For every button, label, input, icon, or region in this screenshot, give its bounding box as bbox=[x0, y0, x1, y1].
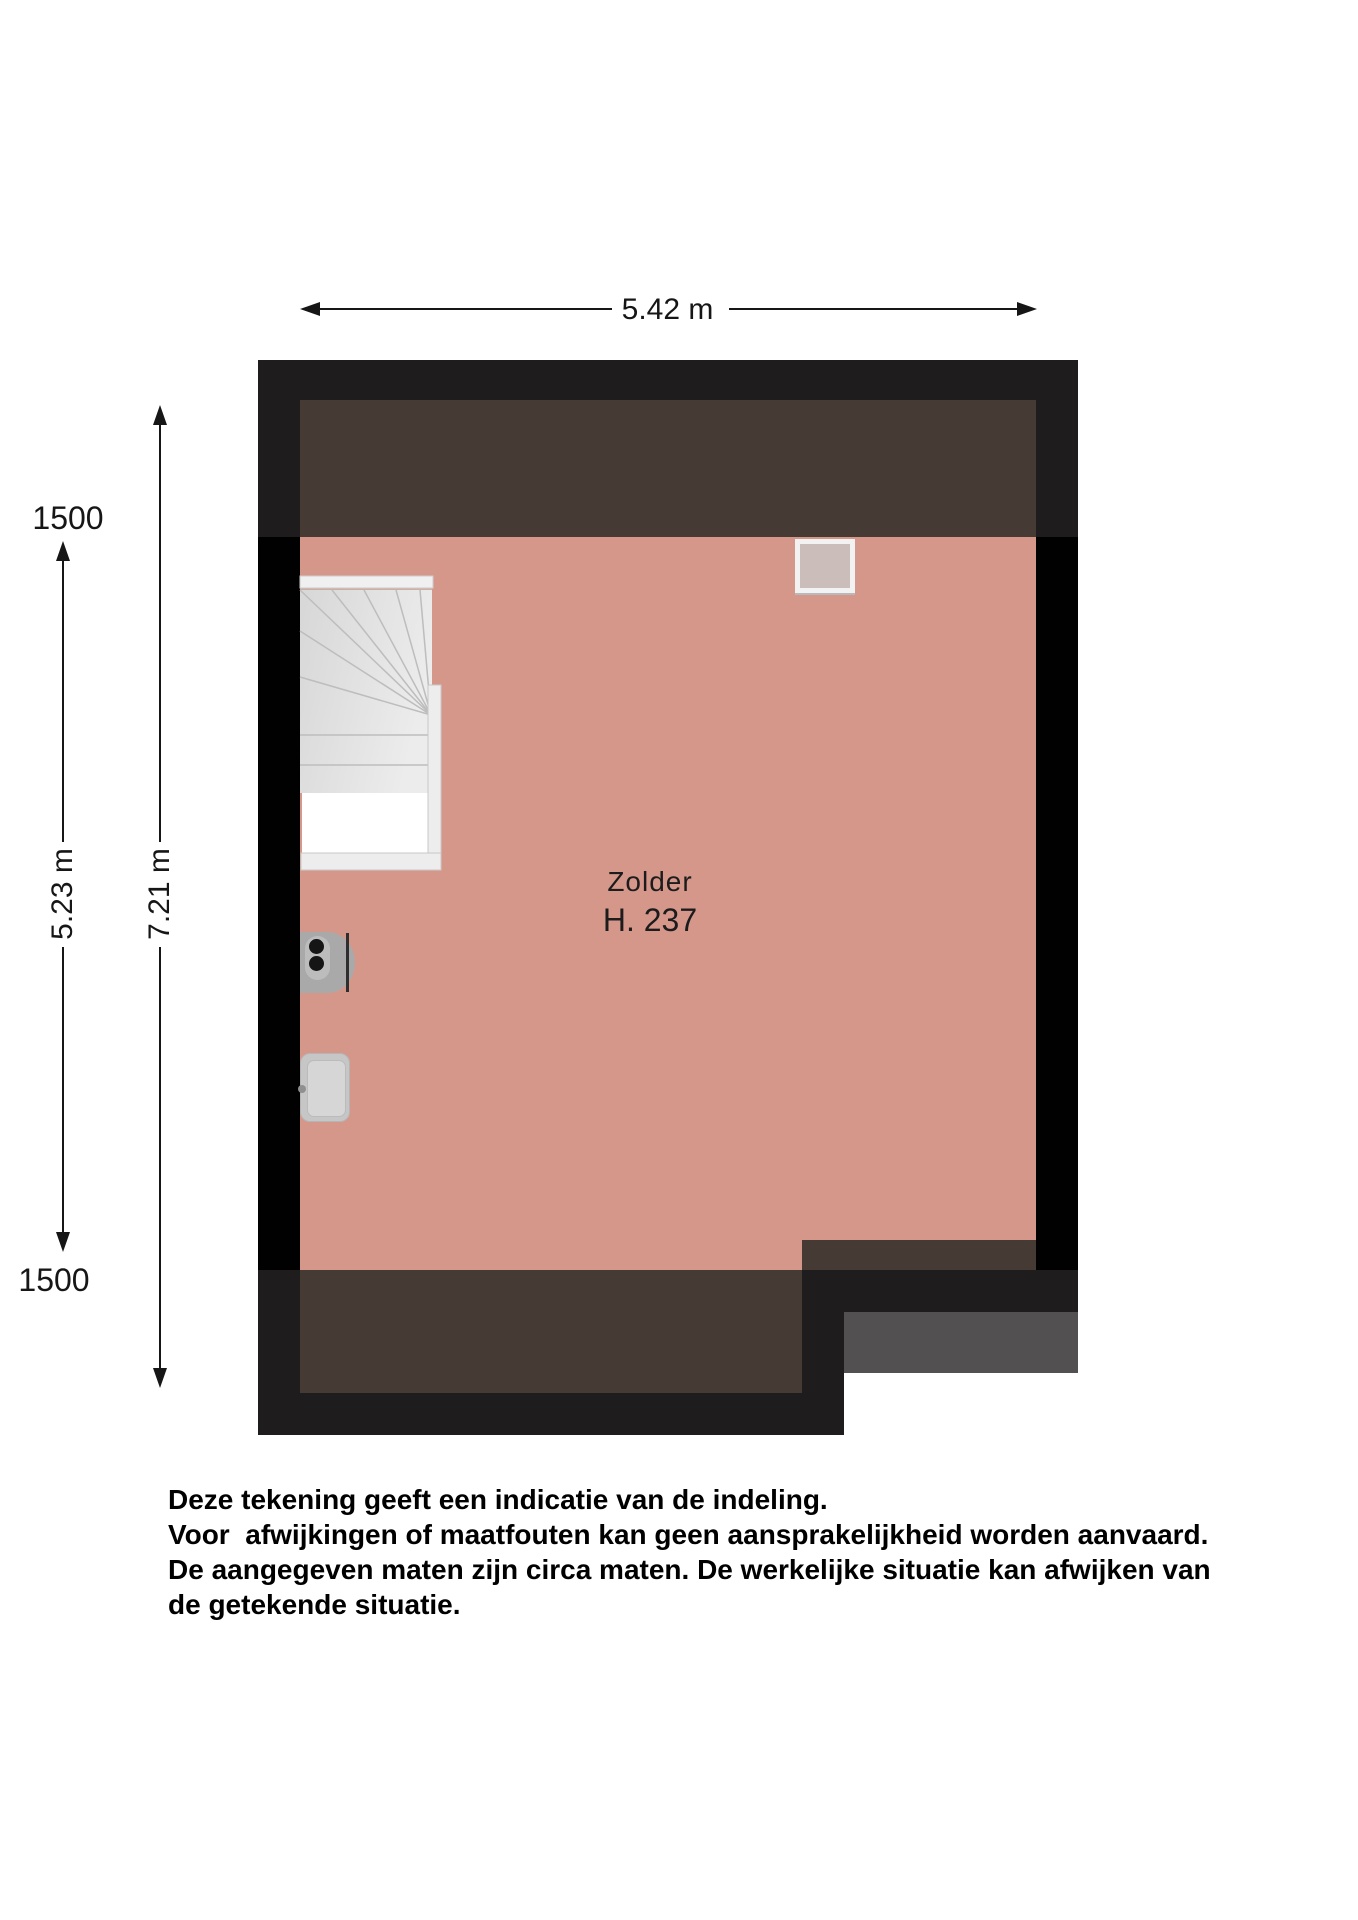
wall-step-vertical bbox=[802, 1270, 844, 1393]
low-headroom-zone-bottom bbox=[300, 1270, 802, 1393]
dimension-line bbox=[62, 559, 64, 842]
staircase-graphic bbox=[298, 573, 442, 872]
skylight-window-icon bbox=[795, 539, 855, 593]
disclaimer-text bbox=[168, 1482, 1358, 1622]
sink-faucet bbox=[298, 1085, 306, 1093]
staircase-icon bbox=[298, 573, 442, 872]
dimension-line bbox=[319, 308, 612, 310]
dimension-line bbox=[159, 947, 161, 1368]
boiler-unit-icon bbox=[300, 932, 355, 993]
low-headroom-zone-top bbox=[300, 400, 1036, 537]
boiler-edge bbox=[346, 933, 349, 992]
clearance-bottom-label: 1500 bbox=[18, 1262, 90, 1298]
wall-right-mid bbox=[1036, 537, 1078, 1270]
room-label bbox=[540, 864, 760, 940]
arrowhead-down-icon bbox=[153, 1368, 167, 1388]
arrowhead-left-icon bbox=[300, 302, 320, 316]
arrowhead-up-icon bbox=[153, 405, 167, 425]
height-dimension-label: 7.21 m bbox=[143, 848, 176, 940]
arrowhead-right-icon bbox=[1017, 302, 1037, 316]
sink-basin bbox=[307, 1060, 346, 1117]
room-name: Zolder bbox=[607, 866, 693, 897]
dimension-line bbox=[62, 947, 64, 1232]
dimension-line bbox=[159, 423, 161, 842]
disclaimer-line: Voor afwijkingen of maatfouten kan geen aansprakelijkheid worden aanvaard. bbox=[168, 1519, 1209, 1550]
disclaimer-line: de getekende situatie. bbox=[168, 1589, 461, 1620]
arrowhead-up-icon bbox=[56, 541, 70, 561]
wall-bottom bbox=[258, 1393, 844, 1435]
boiler-knob bbox=[309, 939, 324, 954]
boiler-knob bbox=[309, 956, 324, 971]
disclaimer-line: De aangegeven maten zijn circa maten. De werkelijke situatie kan afwijken van bbox=[168, 1554, 1211, 1585]
sink-icon bbox=[300, 1053, 350, 1122]
wall-left-mid bbox=[258, 537, 300, 1270]
wall-top bbox=[258, 360, 1078, 400]
dimension-line bbox=[729, 308, 1017, 310]
room-height: H. 237 bbox=[602, 902, 698, 938]
wall-right-upper bbox=[1036, 400, 1078, 537]
low-headroom-zone-bottom-right bbox=[802, 1240, 1036, 1270]
wall-left-upper bbox=[258, 400, 300, 537]
floor-plan bbox=[258, 360, 1078, 1435]
disclaimer-line: Deze tekening geeft een indicatie van de indeling. bbox=[168, 1484, 828, 1515]
attic-floor bbox=[300, 1240, 802, 1270]
arrowhead-down-icon bbox=[56, 1232, 70, 1252]
span-dimension-label: 5.23 m bbox=[46, 848, 79, 940]
width-dimension-label: 5.42 m bbox=[621, 293, 714, 326]
clearance-top-label: 1500 bbox=[32, 500, 104, 536]
roof-edge bbox=[844, 1312, 1078, 1373]
